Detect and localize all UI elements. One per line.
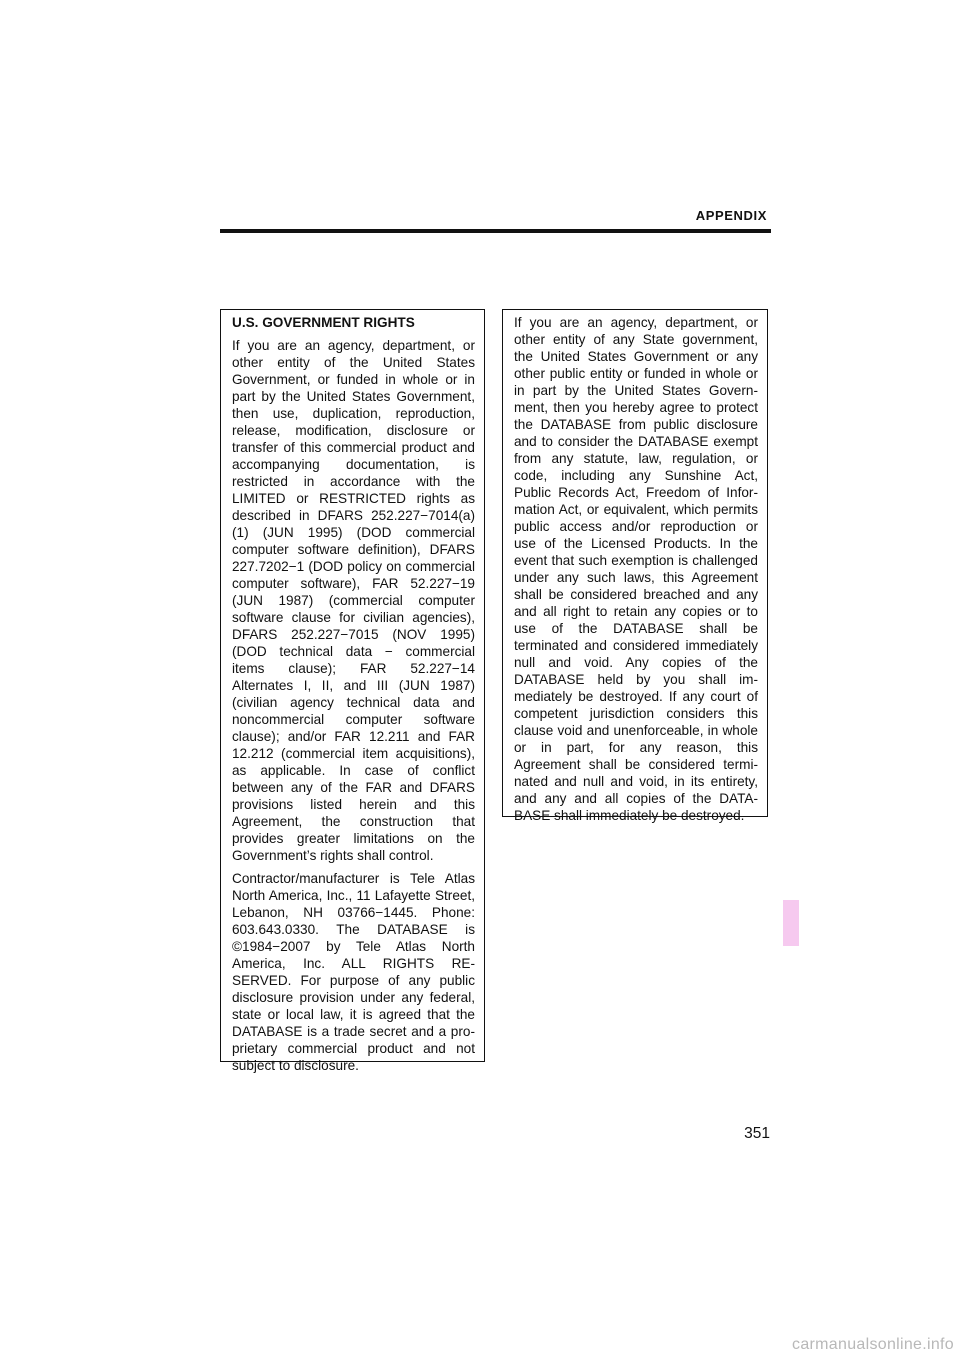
government-rights-paragraph: If you are an agency, department, or other entity of the United States Government, or funded in whole or in part by the United States Government, then use, duplication, reproduction, release, modification, disclosure or transfer of this commercial product and accompanying documentation, is restricted in accordance with the LIMITED or RESTRICTED rights as described in DFARS 252.227−7014(a)(1) (JUN 1995) (DOD commercial computer software definition), DFARS 227.7202−1 (DOD policy on commercial computer software), FAR 52.227−19 (JUN 1987) (commercial computer software clause for civilian agencies), DFARS 252.227−7015 (NOV 1995) (DOD technical data − commercial items clause); FAR 52.227−14 Alternates I, II, and III (JUN 1987) (civilian agency technical data and noncommercial computer software clause); and/or FAR 12.211 and FAR 12.212 (commercial item acquisitions), as applicable. In case of conflict between any of the FAR and DFARS provisions listed herein and this Agreement, the construction that provides greater limitations on the Government’s rights shall control. (232, 338, 475, 863)
us-government-rights-box (220, 309, 485, 1073)
contractor-paragraph: Contractor/manufacturer is Tele Atlas North America, Inc., 11 Lafayette Street, Lebanon, NH 03766−1445. Phone: 603.643.0330. The DATABASE is ©1984−2007 by Tele Atlas North America, Inc. ALL RIGHTS RESERVED. For purpose of any public disclosure provision under any federal, state or local law, it is agreed that the DATABASE is a trade secret and a proprietary commercial product and not subject to disclosure. (232, 871, 475, 1073)
section-title: APPENDIX (695, 208, 767, 223)
public-disclosure-box (502, 309, 768, 823)
header-rule (220, 229, 771, 233)
watermark: carmanualsonline.info (792, 1336, 954, 1353)
public-disclosure-paragraph: If you are an agency, department, or other entity of any State government, the United States Government or any other public entity or funded in whole or in part by the United States Government, then you hereby agree to protect the DATABASE from public disclosure and to consider the DATABASE exempt from any statute, law, regulation, or code, including any Sunshine Act, Public Records Act, Freedom of Information Act, or equivalent, which permits public access and/or reproduction or use of the Licensed Products. In the event that such exemption is challenged under any such laws, this Agreement shall be considered breached and any and all right to retain any copies or to use of the DATABASE shall be terminated and considered immediately null and void. Any copies of the DATABASE held by you shall immediately be destroyed. If any court of competent jurisdiction considers this clause void and unenforceable, in whole or in part, for any reason, this Agreement shall be considered terminated and null and void, in its entirety, and any and all copies of the DATABASE shall immediately be destroyed. (514, 315, 758, 823)
section-tab-marker (783, 900, 799, 946)
page-number: 351 (744, 1125, 770, 1142)
us-government-rights-heading: U.S. GOVERNMENT RIGHTS (232, 315, 415, 330)
